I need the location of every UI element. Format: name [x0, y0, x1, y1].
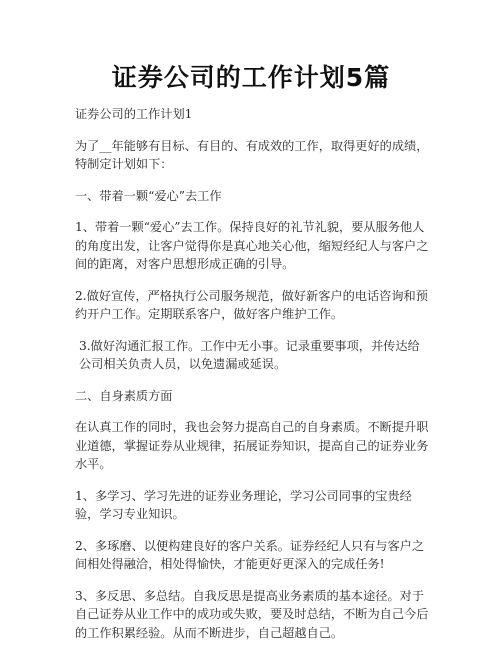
paragraph-item-1: 1、带着一颗“爱心”去工作。保持良好的礼节礼貌，要从服务他人的角度出发，让客户觉得你是真心地关心他，缩短经纪人与客户之间的距离，对客户思想形成正确的引导。 — [75, 220, 429, 271]
quality-item-1: 1、多学习、学习先进的证券业务理论，学习公司同事的宝贵经验，学习专业知识。 — [75, 488, 412, 521]
paragraph-item-3: 3.做好沟通汇报工作。工作中无小事。记录重要事项，并传达给公司相关负责人员，以免遗漏或延误。 — [79, 338, 420, 371]
document-body — [75, 105, 430, 655]
quality-item-3: 3、多反思、多总结。自我反思是提高业务素质的基本途径。对于自己证券从业工作中的成功或失败，要及时总结，不断为自己今后的工作积累经验。从而不断进步，自己超越自己。 — [75, 588, 429, 640]
intro-paragraph: 为了__年能够有目标、有目的、有成效的工作，取得更好的成绩，特制定计划如下： — [75, 138, 429, 171]
quality-intro-paragraph: 在认真工作的同时，我也会努力提高自己的自身素质。不断提升职业道德，掌握证券从业规律，拓展证券知识，提高自己的证券业务水平。 — [75, 420, 429, 471]
section-heading-love: 一、带着一颗“爱心”去工作 — [75, 188, 222, 203]
quality-item-2: 2、多琢磨、以便构建良好的客户关系。证券经纪人只有与客户之间相处得融洽，相处得愉快，才能更好更深入的完成任务! — [75, 538, 425, 571]
section-heading-plan-1: 证券公司的工作计划1 — [75, 107, 193, 121]
paragraph-item-2: 2.做好宣传，严格执行公司服务规范，做好新客户的电话咨询和预约开户工作。定期联系客户，做好客户维护工作。 — [75, 288, 428, 321]
section-heading-quality: 二、自身素质方面 — [75, 388, 173, 403]
document-title: 证券公司的工作计划5篇 — [111, 63, 391, 92]
